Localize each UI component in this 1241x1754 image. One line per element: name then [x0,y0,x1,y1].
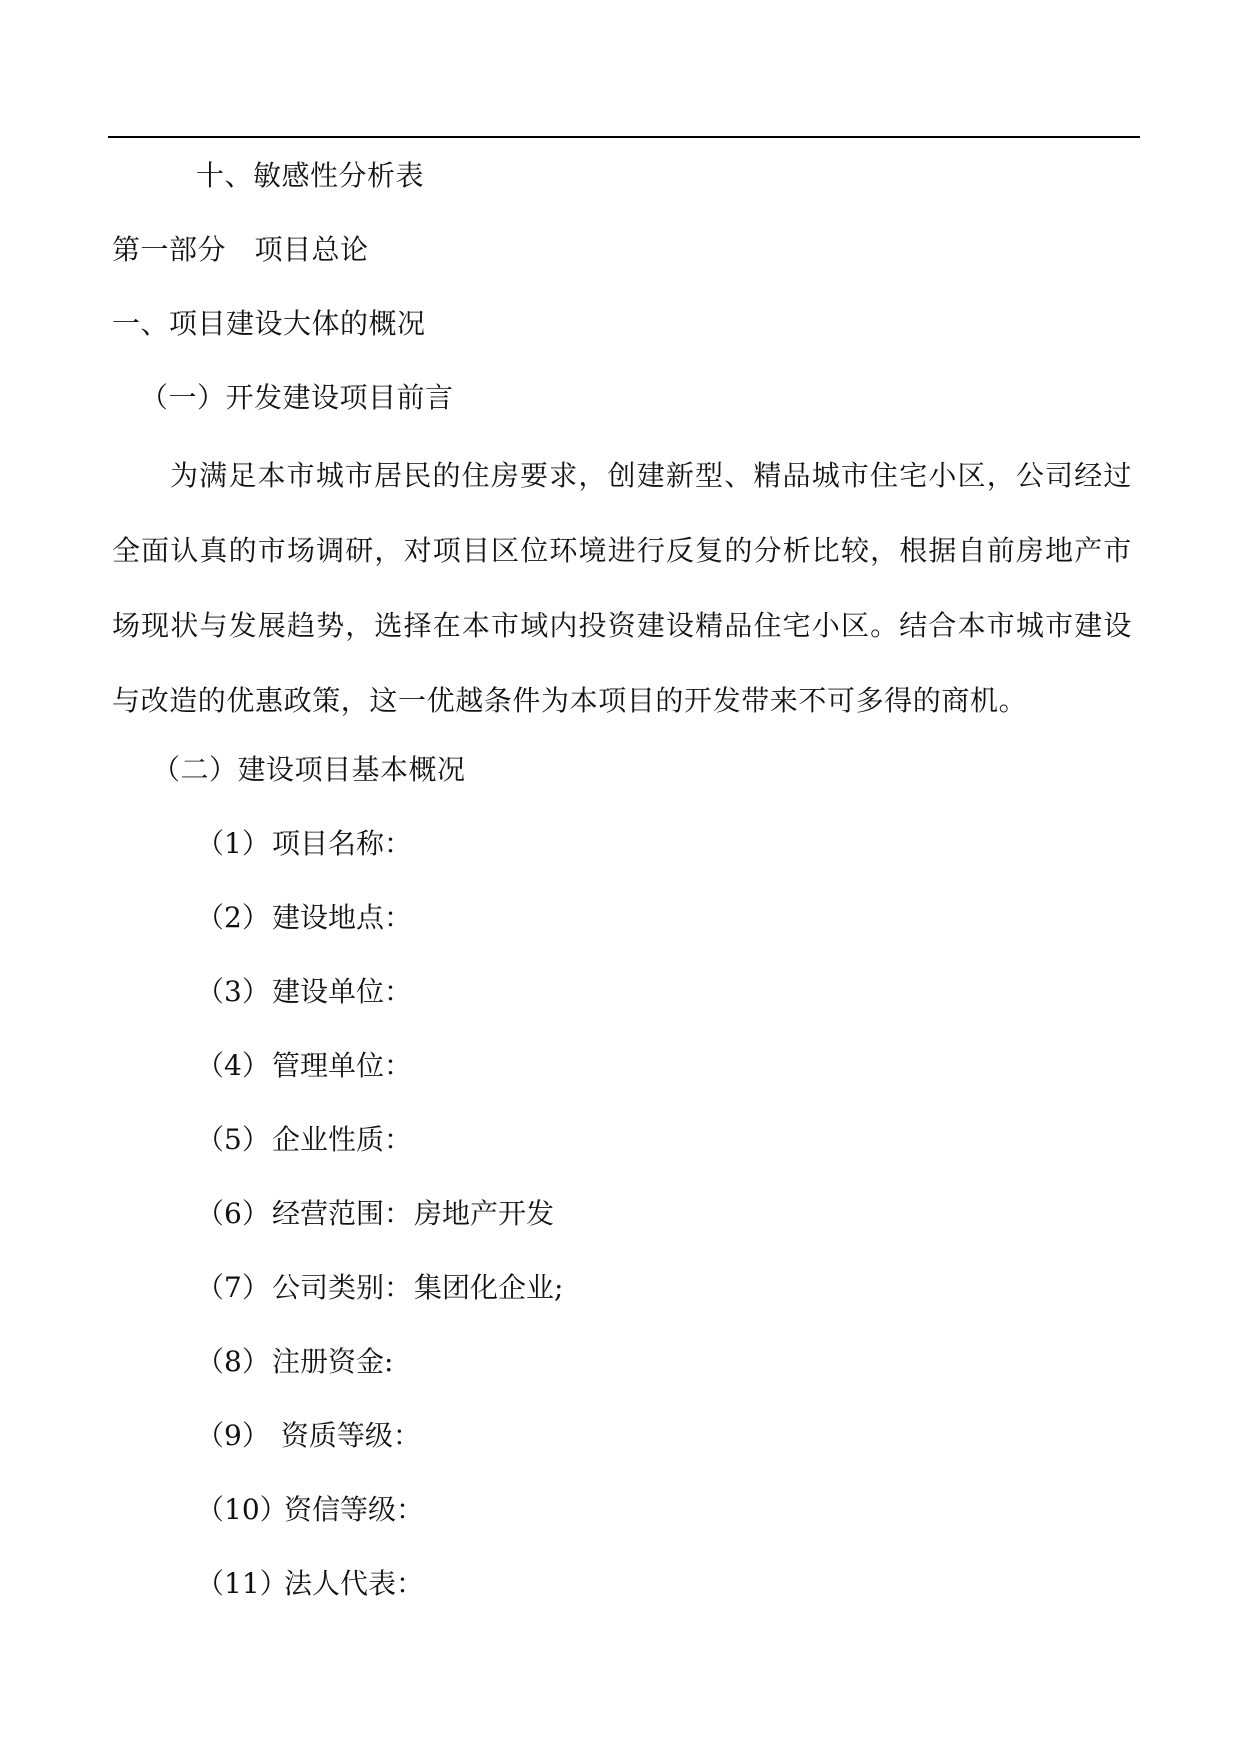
list-item [196,1344,395,1380]
item-number: （11） [196,1567,288,1600]
item-number: （10） [196,1493,288,1526]
section-1-title: 一、项目建设大体的概况 [112,307,426,340]
intro-paragraph: 为满足本市城市居民的住房要求，创建新型、精品城市住宅小区，公司经过全面认真的市场调研，对项目区位环境进行反复的分析比较，根据自前房地产市场现状与发展趋势，选择在本市域内投资建设精品住宅小区。结合本市城市建设与改造的优惠政策，这一优越条件为本项目的开发带来不可多得的商机。 [112,459,1132,717]
item-label: 建设地点： [272,901,413,934]
header-rule [108,136,1140,138]
list-item [196,900,414,936]
subsection-2-title: （二）建设项目基本概况 [152,753,466,786]
item-label: 法人代表： [284,1567,425,1600]
subsection-1-title: （一）开发建设项目前言 [140,381,454,414]
item-value: 集团化企业; [414,1271,564,1304]
item-number: （7） [196,1271,270,1304]
item-label: 企业性质： [272,1123,413,1156]
part-title: 第一部分 项目总论 [112,233,369,266]
list-item [196,1418,423,1454]
item-number: （3） [196,975,270,1008]
list-item [196,1566,426,1602]
item-number: （1） [196,827,270,860]
item-label: 管理单位： [272,1049,413,1082]
item-number: （6） [196,1197,270,1230]
item-label: 公司类别： [272,1271,413,1304]
list-item [196,826,414,862]
item-number: （8） [196,1345,270,1378]
item-label: 建设单位： [272,975,413,1008]
list-item [196,1492,426,1528]
list-item [196,1196,554,1232]
list-item [196,974,414,1010]
item-value: 房地产开发 [414,1197,555,1230]
item-label: 经营范围： [272,1197,413,1230]
item-label: 资信等级： [284,1493,425,1526]
list-item [196,1122,414,1158]
item-number: （4） [196,1049,270,1082]
item-number: （9） [196,1419,270,1452]
toc-item-10: 十、敏感性分析表 [196,159,425,192]
list-item [196,1048,414,1084]
item-label: 注册资金: [272,1345,394,1378]
item-number: （2） [196,901,270,934]
item-number: （5） [196,1123,270,1156]
item-label: 资质等级： [272,1419,421,1452]
item-label: 项目名称： [272,827,413,860]
list-item [196,1270,563,1306]
